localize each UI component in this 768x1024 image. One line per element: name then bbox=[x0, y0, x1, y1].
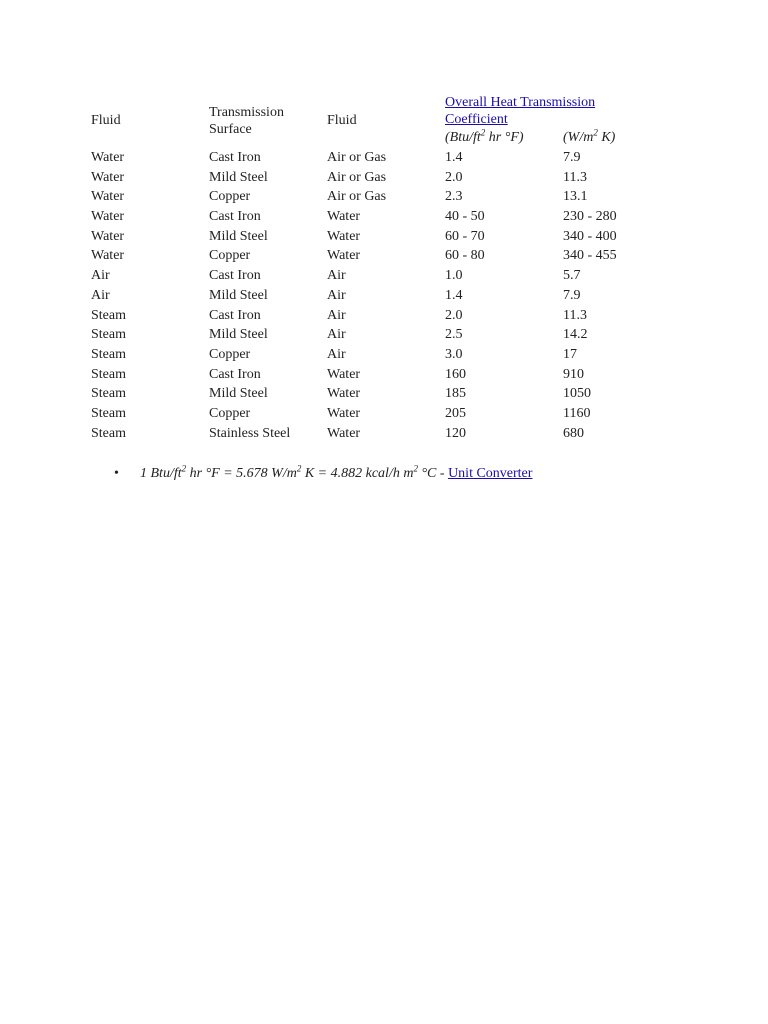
surface-cell: Mild Steel bbox=[209, 169, 268, 185]
coefficient-si-cell: 5.7 bbox=[563, 268, 581, 284]
coefficient-imperial-cell: 1.0 bbox=[445, 268, 463, 284]
surface-cell: Cast Iron bbox=[209, 307, 261, 323]
conversion-text: 1 Btu/$ft^2$ hr °F = 5.678 $W/m^2$ K = 4.882 kcal/h $m^2$ °C bbox=[140, 463, 437, 481]
coefficient-imperial-cell: 2.0 bbox=[445, 307, 463, 323]
coefficient-si-cell: 14.2 bbox=[563, 327, 588, 343]
table-row bbox=[88, 325, 660, 345]
fluid-2-cell: Air bbox=[327, 346, 346, 362]
table-row bbox=[88, 364, 660, 384]
fluid-cell: Water bbox=[91, 189, 125, 205]
coefficient-si-cell: 340 - 400 bbox=[563, 228, 617, 244]
fluid-2-cell: Water bbox=[327, 228, 361, 244]
unit-imperial: ($Btu/ft^2$ hr °F) bbox=[445, 127, 524, 146]
fluid-cell: Water bbox=[91, 248, 125, 264]
fluid-2-cell: Air or Gas bbox=[327, 189, 387, 205]
fluid-cell: Water bbox=[91, 150, 125, 166]
table-row bbox=[88, 266, 660, 286]
table-row bbox=[88, 246, 660, 266]
surface-cell: Mild Steel bbox=[209, 327, 268, 343]
surface-cell: Copper bbox=[209, 346, 251, 362]
table-body bbox=[88, 148, 660, 443]
coefficient-si-cell: 1160 bbox=[563, 405, 591, 421]
fluid-2-cell: Air bbox=[327, 327, 346, 343]
fluid-cell: Steam bbox=[91, 346, 126, 362]
table-row bbox=[88, 167, 660, 187]
fluid-cell: Water bbox=[91, 209, 125, 225]
coefficient-si-cell: 11.3 bbox=[563, 169, 587, 185]
table-row bbox=[88, 384, 660, 404]
table-row bbox=[88, 286, 660, 306]
surface-cell: Cast Iron bbox=[209, 150, 261, 166]
fluid-2-cell: Water bbox=[327, 425, 361, 441]
coefficient-si-cell: 680 bbox=[563, 425, 584, 441]
surface-cell: Cast Iron bbox=[209, 366, 261, 382]
table-row bbox=[88, 187, 660, 207]
header-transmission-surface: Transmission Surface bbox=[209, 104, 284, 137]
surface-cell: Copper bbox=[209, 189, 251, 205]
table-row bbox=[88, 404, 660, 424]
coefficient-imperial-cell: 2.0 bbox=[445, 169, 463, 185]
coefficient-link[interactable]: Overall Heat Transmission Coefficient bbox=[445, 95, 596, 127]
unit-converter-link[interactable]: Unit Converter bbox=[448, 466, 533, 481]
coefficient-imperial-cell: 160 bbox=[445, 366, 466, 382]
fluid-cell: Steam bbox=[91, 386, 126, 402]
coefficient-si-cell: 340 - 455 bbox=[563, 248, 617, 264]
fluid-2-cell: Water bbox=[327, 405, 361, 421]
coefficient-imperial-cell: 1.4 bbox=[445, 150, 463, 166]
fluid-2-cell: Air bbox=[327, 287, 346, 303]
coefficient-si-cell: 7.9 bbox=[563, 287, 581, 303]
coefficient-imperial-cell: 40 - 50 bbox=[445, 209, 485, 225]
surface-cell: Cast Iron bbox=[209, 209, 261, 225]
header-fluid: Fluid bbox=[91, 113, 121, 129]
fluid-2-cell: Air or Gas bbox=[327, 150, 387, 166]
header-fluid-2: Fluid bbox=[327, 113, 357, 129]
coefficient-imperial-cell: 1.4 bbox=[445, 287, 463, 303]
header-coefficient bbox=[442, 94, 660, 128]
surface-cell: Mild Steel bbox=[209, 287, 268, 303]
coefficient-imperial-cell: 3.0 bbox=[445, 346, 463, 362]
fluid-cell: Air bbox=[91, 268, 110, 284]
coefficient-imperial-cell: 185 bbox=[445, 386, 466, 402]
coefficient-imperial-cell: 60 - 80 bbox=[445, 248, 485, 264]
coefficient-si-cell: 11.3 bbox=[563, 307, 587, 323]
bullet: • bbox=[114, 466, 119, 481]
fluid-2-cell: Air or Gas bbox=[327, 169, 387, 185]
fluid-cell: Water bbox=[91, 169, 125, 185]
coefficient-imperial-cell: 2.5 bbox=[445, 327, 463, 343]
fluid-2-cell: Air bbox=[327, 307, 346, 323]
coefficient-imperial-cell: 2.3 bbox=[445, 189, 463, 205]
fluid-2-cell: Water bbox=[327, 248, 361, 264]
fluid-2-cell: Water bbox=[327, 366, 361, 382]
coefficient-imperial-cell: 120 bbox=[445, 425, 466, 441]
table-row bbox=[88, 423, 660, 443]
surface-cell: Mild Steel bbox=[209, 228, 268, 244]
fluid-cell: Steam bbox=[91, 327, 126, 343]
surface-cell: Copper bbox=[209, 405, 251, 421]
coefficient-si-cell: 910 bbox=[563, 366, 584, 382]
coefficient-imperial-cell: 205 bbox=[445, 405, 466, 421]
list-item bbox=[114, 464, 532, 484]
coefficient-si-cell: 1050 bbox=[563, 386, 591, 402]
conversion-note bbox=[114, 464, 532, 484]
fluid-cell: Steam bbox=[91, 405, 126, 421]
fluid-2-cell: Water bbox=[327, 209, 361, 225]
table-row bbox=[88, 207, 660, 227]
surface-cell: Mild Steel bbox=[209, 386, 268, 402]
surface-cell: Copper bbox=[209, 248, 251, 264]
fluid-cell: Water bbox=[91, 228, 125, 244]
table-row bbox=[88, 345, 660, 365]
surface-cell: Stainless Steel bbox=[209, 425, 291, 441]
coefficient-si-cell: 7.9 bbox=[563, 150, 581, 166]
fluid-cell: Steam bbox=[91, 425, 126, 441]
fluid-cell: Air bbox=[91, 287, 110, 303]
fluid-2-cell: Water bbox=[327, 386, 361, 402]
fluid-cell: Steam bbox=[91, 366, 126, 382]
coefficient-imperial-cell: 60 - 70 bbox=[445, 228, 485, 244]
separator: - bbox=[436, 466, 449, 481]
table-row bbox=[88, 305, 660, 325]
table-header-row bbox=[88, 94, 660, 128]
coefficient-si-cell: 13.1 bbox=[563, 189, 588, 205]
unit-si: ($W/m^2$ K) bbox=[563, 127, 616, 146]
coefficient-si-cell: 17 bbox=[563, 346, 577, 362]
fluid-cell: Steam bbox=[91, 307, 126, 323]
coefficient-si-cell: 230 - 280 bbox=[563, 209, 617, 225]
heat-transmission-table bbox=[88, 94, 660, 443]
surface-cell: Cast Iron bbox=[209, 268, 261, 284]
table-row bbox=[88, 226, 660, 246]
table-row bbox=[88, 148, 660, 168]
fluid-2-cell: Air bbox=[327, 268, 346, 284]
